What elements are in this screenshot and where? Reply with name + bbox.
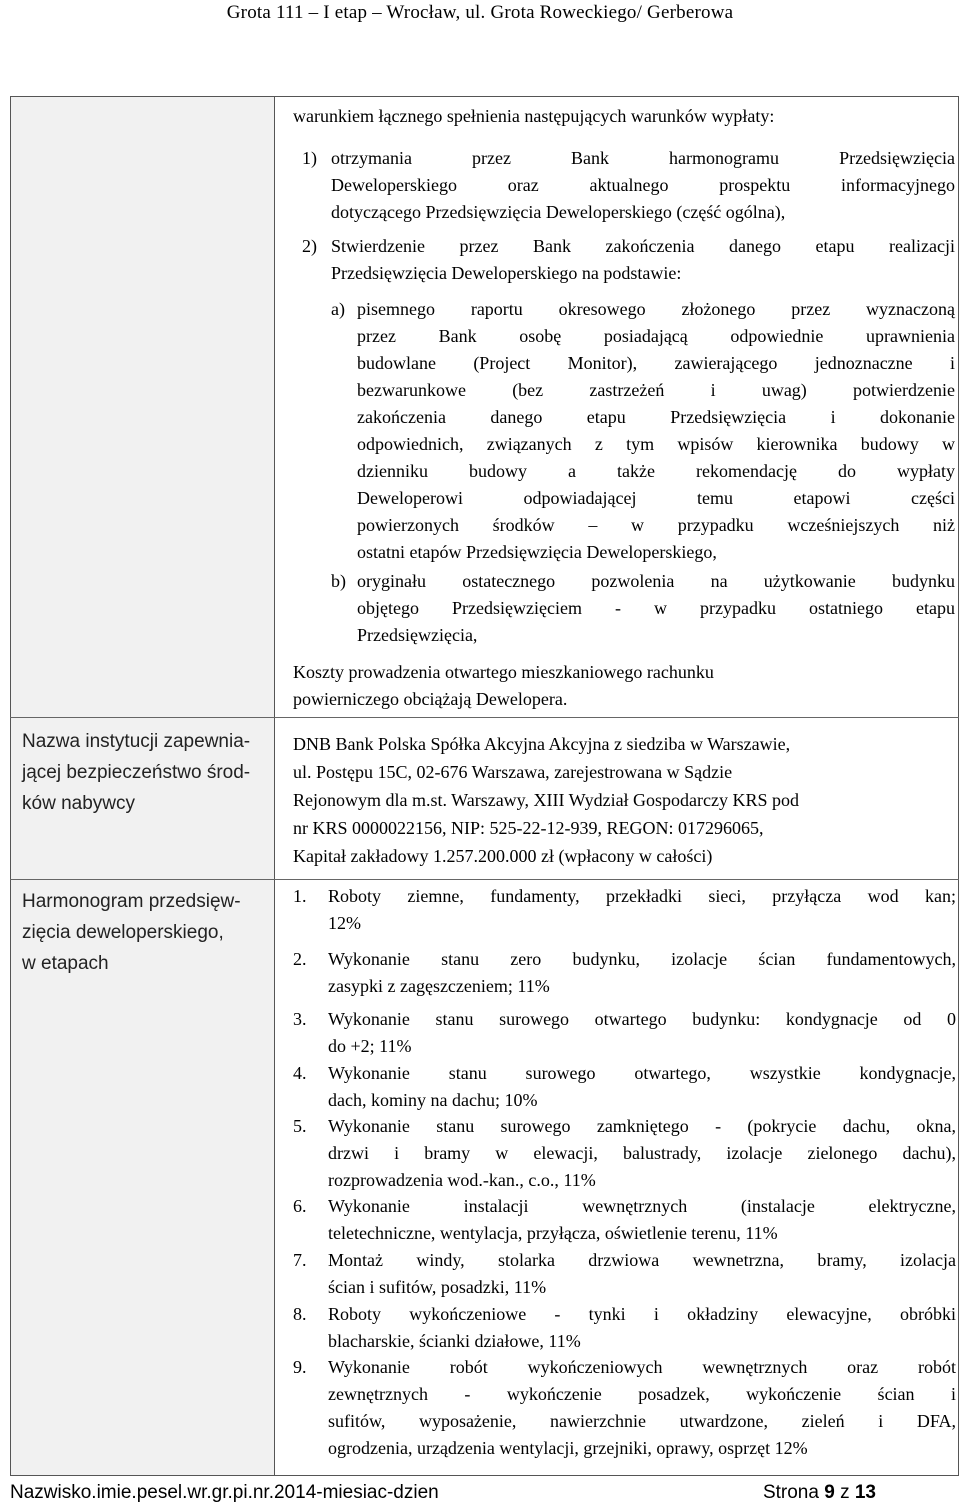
condition-item-1: otrzymania przez Bank harmonogramu Przedsięwzięcia Deweloperskiego oraz aktualnego prospektu informacyjnego dotyczącego Przedsięwzięcia Deweloperskiego (część ogólna), (331, 148, 955, 222)
schedule-item-line: zewnętrznych - wykończenie posadzek, wykończenie ścian i (328, 1384, 956, 1404)
schedule-item-number: 5. (293, 1116, 307, 1136)
schedule-item-line: Roboty ziemne, fundamenty, przekładki sieci, przyłącza wod kan; (328, 886, 956, 906)
schedule-item-line: blacharskie, ścianki działowe, 11% (328, 1331, 581, 1351)
schedule-item-line: ogrodzenia, urządzenia wentylacji, grzejniki, oprawy, osprzęt 12% (328, 1438, 808, 1458)
schedule-item-line: sufitów, wyposażenie, nawierzchnie utwardzone, zieleń i DFA, (328, 1411, 956, 1431)
schedule-item (328, 883, 956, 937)
schedule-item (328, 1113, 956, 1194)
bank-details: DNB Bank Polska Spółka Akcyjna Akcyjna z siedziba w Warszawie, ul. Postępu 15C, 02-676 Warszawa, zarejestrowana w Sądzie Rejonowym dla m.st. Warszawy, XIII Wydział Gospodarczy KRS pod nr KRS 0000022156, NIP: 525-22-12-939, REGON: 017296065, Kapitał zakładowy 1.257.200.000 zł (wpłacony w całości) (293, 734, 800, 866)
subitem-letter: a) (331, 299, 345, 319)
label-schedule: Harmonogram przedsięw- zięcia deweloperskiego, w etapach (22, 891, 241, 974)
schedule-item-number: 4. (293, 1063, 307, 1083)
schedule-item-line: drzwi i bramy w elewacji, balustrady, izolacje zielonego dachu), (328, 1143, 956, 1163)
schedule-item-line: teletechniczne, wentylacja, przyłącza, oświetlenie terenu, 11% (328, 1223, 778, 1243)
schedule-item-line: Wykonanie stanu zero budynku, izolacje ścian fundamentowych, (328, 949, 956, 969)
schedule-item-line: zasypki z zagęszczeniem; 11% (328, 976, 550, 996)
subitem-letter: b) (331, 571, 346, 591)
schedule-item (328, 946, 956, 1000)
item-number: 1) (302, 148, 317, 168)
schedule-item-line: Montaż windy, stolarka drzwiowa wewnetrzna, bramy, izolacja (328, 1250, 956, 1270)
schedule-item-number: 2. (293, 949, 307, 969)
condition-item-2: Stwierdzenie przez Bank zakończenia danego etapu realizacji Przedsięwzięcia Deweloperskiego na podstawie: (331, 236, 955, 283)
schedule-item (328, 1060, 956, 1114)
schedule-item-number: 8. (293, 1304, 307, 1324)
footer-document-id: Nazwisko.imie.pesel.wr.gr.pi.nr.2014-miesiac-dzien (10, 1482, 439, 1503)
schedule-item-number: 3. (293, 1009, 307, 1029)
schedule-item-line: do +2; 11% (328, 1036, 412, 1056)
conditions-intro: warunkiem łącznego spełnienia następujących warunków wypłaty: (293, 106, 775, 126)
schedule-item-line: rozprowadzenia wod.-kan., c.o., 11% (328, 1170, 596, 1190)
schedule-item (328, 1193, 956, 1247)
schedule-item-line: Wykonanie stanu surowego zamkniętego - (pokrycie dachu, okna, (328, 1116, 956, 1136)
schedule-item (328, 1247, 956, 1301)
schedule-item-line: Wykonanie instalacji wewnętrznych (instalacje elektryczne, (328, 1196, 956, 1216)
schedule-item (328, 1301, 956, 1355)
schedule-item-number: 1. (293, 886, 307, 906)
schedule-item-number: 7. (293, 1250, 307, 1270)
schedule-item-line: 12% (328, 913, 361, 933)
page-number: Strona 9 z 13 (762, 1482, 876, 1503)
schedule-item-line: dach, kominy na dachu; 10% (328, 1090, 538, 1110)
row-divider (10, 717, 959, 718)
schedule-item (328, 1354, 956, 1462)
schedule-item-number: 9. (293, 1357, 307, 1377)
costs-note: Koszty prowadzenia otwartego mieszkaniowego rachunku powierniczego obciążają Dewelopera. (293, 662, 714, 709)
schedule-item-line: Wykonanie stanu surowego otwartego, wszystkie kondygnacje, (328, 1063, 956, 1083)
schedule-item-line: Roboty wykończeniowe - tynki i okładziny elewacyjne, obróbki (328, 1304, 956, 1324)
schedule-item (328, 1006, 956, 1060)
row-divider (10, 879, 959, 880)
schedule-item-line: ścian i sufitów, posadzki, 11% (328, 1277, 547, 1297)
label-insurer: Nazwa instytucji zapewnia- jącej bezpieczeństwo środ- ków nabywcy (22, 731, 251, 814)
schedule-item-number: 6. (293, 1196, 307, 1216)
condition-subitem-b: oryginału ostatecznego pozwolenia na użytkowanie budynku objętego Przedsięwzięciem - w przypadku ostatniego etapu Przedsięwzięcia, (357, 571, 955, 645)
page-header-title: Grota 111 – I etap – Wrocław, ul. Grota Roweckiego/ Gerberowa (226, 2, 734, 23)
condition-subitem-a: pisemnego raportu okresowego złożonego przez wyznaczoną przez Bank osobę posiadającą odpowiednie uprawnienia budowlane (Project Monitor), zawierającego jednoznaczne i bezwarunkowe (bez zastrzeżeń i uwag) potwierdzenie zakończenia danego etapu Przedsięwzięcia i dokonanie odpowiednich, związanych z tym wpisów kierownika budowy w dzienniku budowy a także rekomendację do wypłaty Deweloperowi odpowiadającej temu etapowi części powierzonych środków – w przypadku wcześniejszych niż ostatni etapów Przedsięwzięcia Deweloperskiego, (357, 299, 955, 562)
item-number: 2) (302, 236, 317, 256)
schedule-item-line: Wykonanie robót wykończeniowych wewnętrznych oraz robót (328, 1357, 956, 1377)
schedule-item-line: Wykonanie stanu surowego otwartego budynku: kondygnacje od 0 (328, 1009, 956, 1029)
